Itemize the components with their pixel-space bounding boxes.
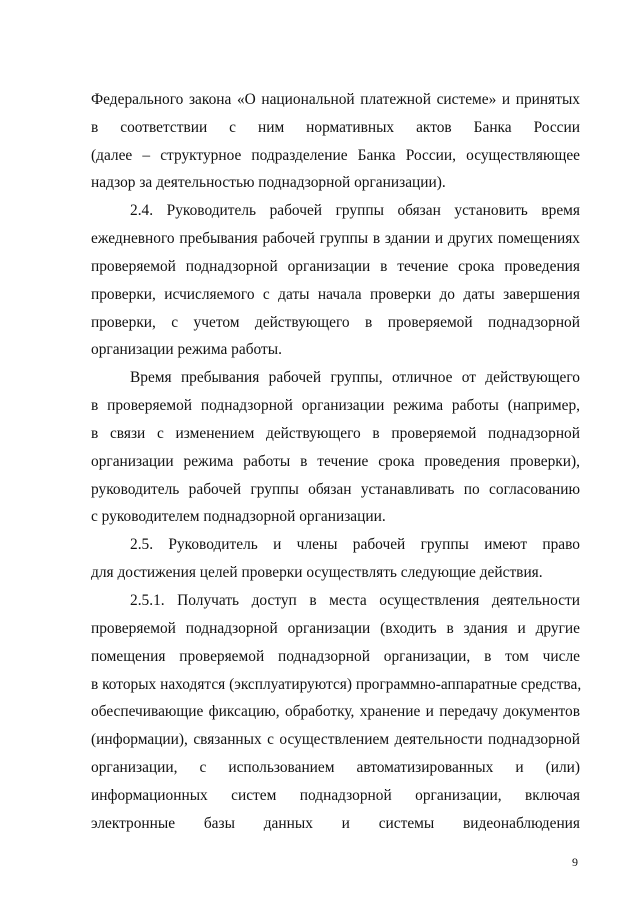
text-line: проверки, исчисляемого с даты начала проверки до даты завершения — [91, 286, 580, 303]
text-line: помещения проверяемой поднадзорной организации, в том числе — [91, 648, 580, 665]
text-line: в проверяемой поднадзорной организации режима работы (например, — [91, 397, 580, 414]
text-line: электронные базы данных и системы видеонаблюдения — [91, 815, 580, 832]
paragraph-first-line: 2.5.1. Получать доступ в места осуществления деятельности — [130, 592, 580, 609]
text-line: проверки, с учетом действующего в проверяемой поднадзорной — [91, 314, 580, 331]
text-line: ежедневного пребывания рабочей группы в здании и других помещениях — [91, 230, 580, 247]
paragraph-first-line: 2.4. Руководитель рабочей группы обязан установить время — [130, 202, 580, 219]
text-line: с руководителем поднадзорной организации. — [91, 508, 386, 525]
text-line: руководитель рабочей группы обязан устанавливать по согласованию — [91, 481, 580, 498]
text-line: проверяемой поднадзорной организации (входить в здания и другие — [91, 620, 580, 637]
text-line: (далее – структурное подразделение Банка России, осуществляющее — [91, 147, 580, 164]
text-line: информационных систем поднадзорной организации, включая — [91, 787, 580, 804]
paragraph-first-line: Время пребывания рабочей группы, отличное от действующего — [130, 369, 580, 386]
text-line: в которых находятся (эксплуатируются) программно-аппаратные средства, — [91, 676, 582, 693]
text-line: обеспечивающие фиксацию, обработку, хранение и передачу документов — [91, 703, 580, 720]
text-line: Федерального закона «О национальной платежной системе» и принятых — [91, 91, 580, 108]
text-line: организации, с использованием автоматизированных и (или) — [91, 759, 580, 776]
text-line: в связи с изменением действующего в проверяемой поднадзорной — [91, 425, 580, 442]
page-number: 9 — [572, 855, 578, 869]
text-line: организации режима работы. — [91, 341, 282, 358]
text-line: в соответствии с ним нормативных актов Банка России — [91, 119, 580, 136]
text-line: надзор за деятельностью поднадзорной организации). — [91, 174, 446, 191]
text-line: для достижения целей проверки осуществлять следующие действия. — [91, 564, 543, 581]
text-line: (информации), связанных с осуществлением деятельности поднадзорной — [91, 731, 580, 748]
text-line: организации режима работы в течение срока проведения проверки), — [91, 453, 580, 470]
paragraph-first-line: 2.5. Руководитель и члены рабочей группы имеют право — [130, 536, 580, 553]
text-line: проверяемой поднадзорной организации в течение срока проведения — [91, 258, 580, 275]
